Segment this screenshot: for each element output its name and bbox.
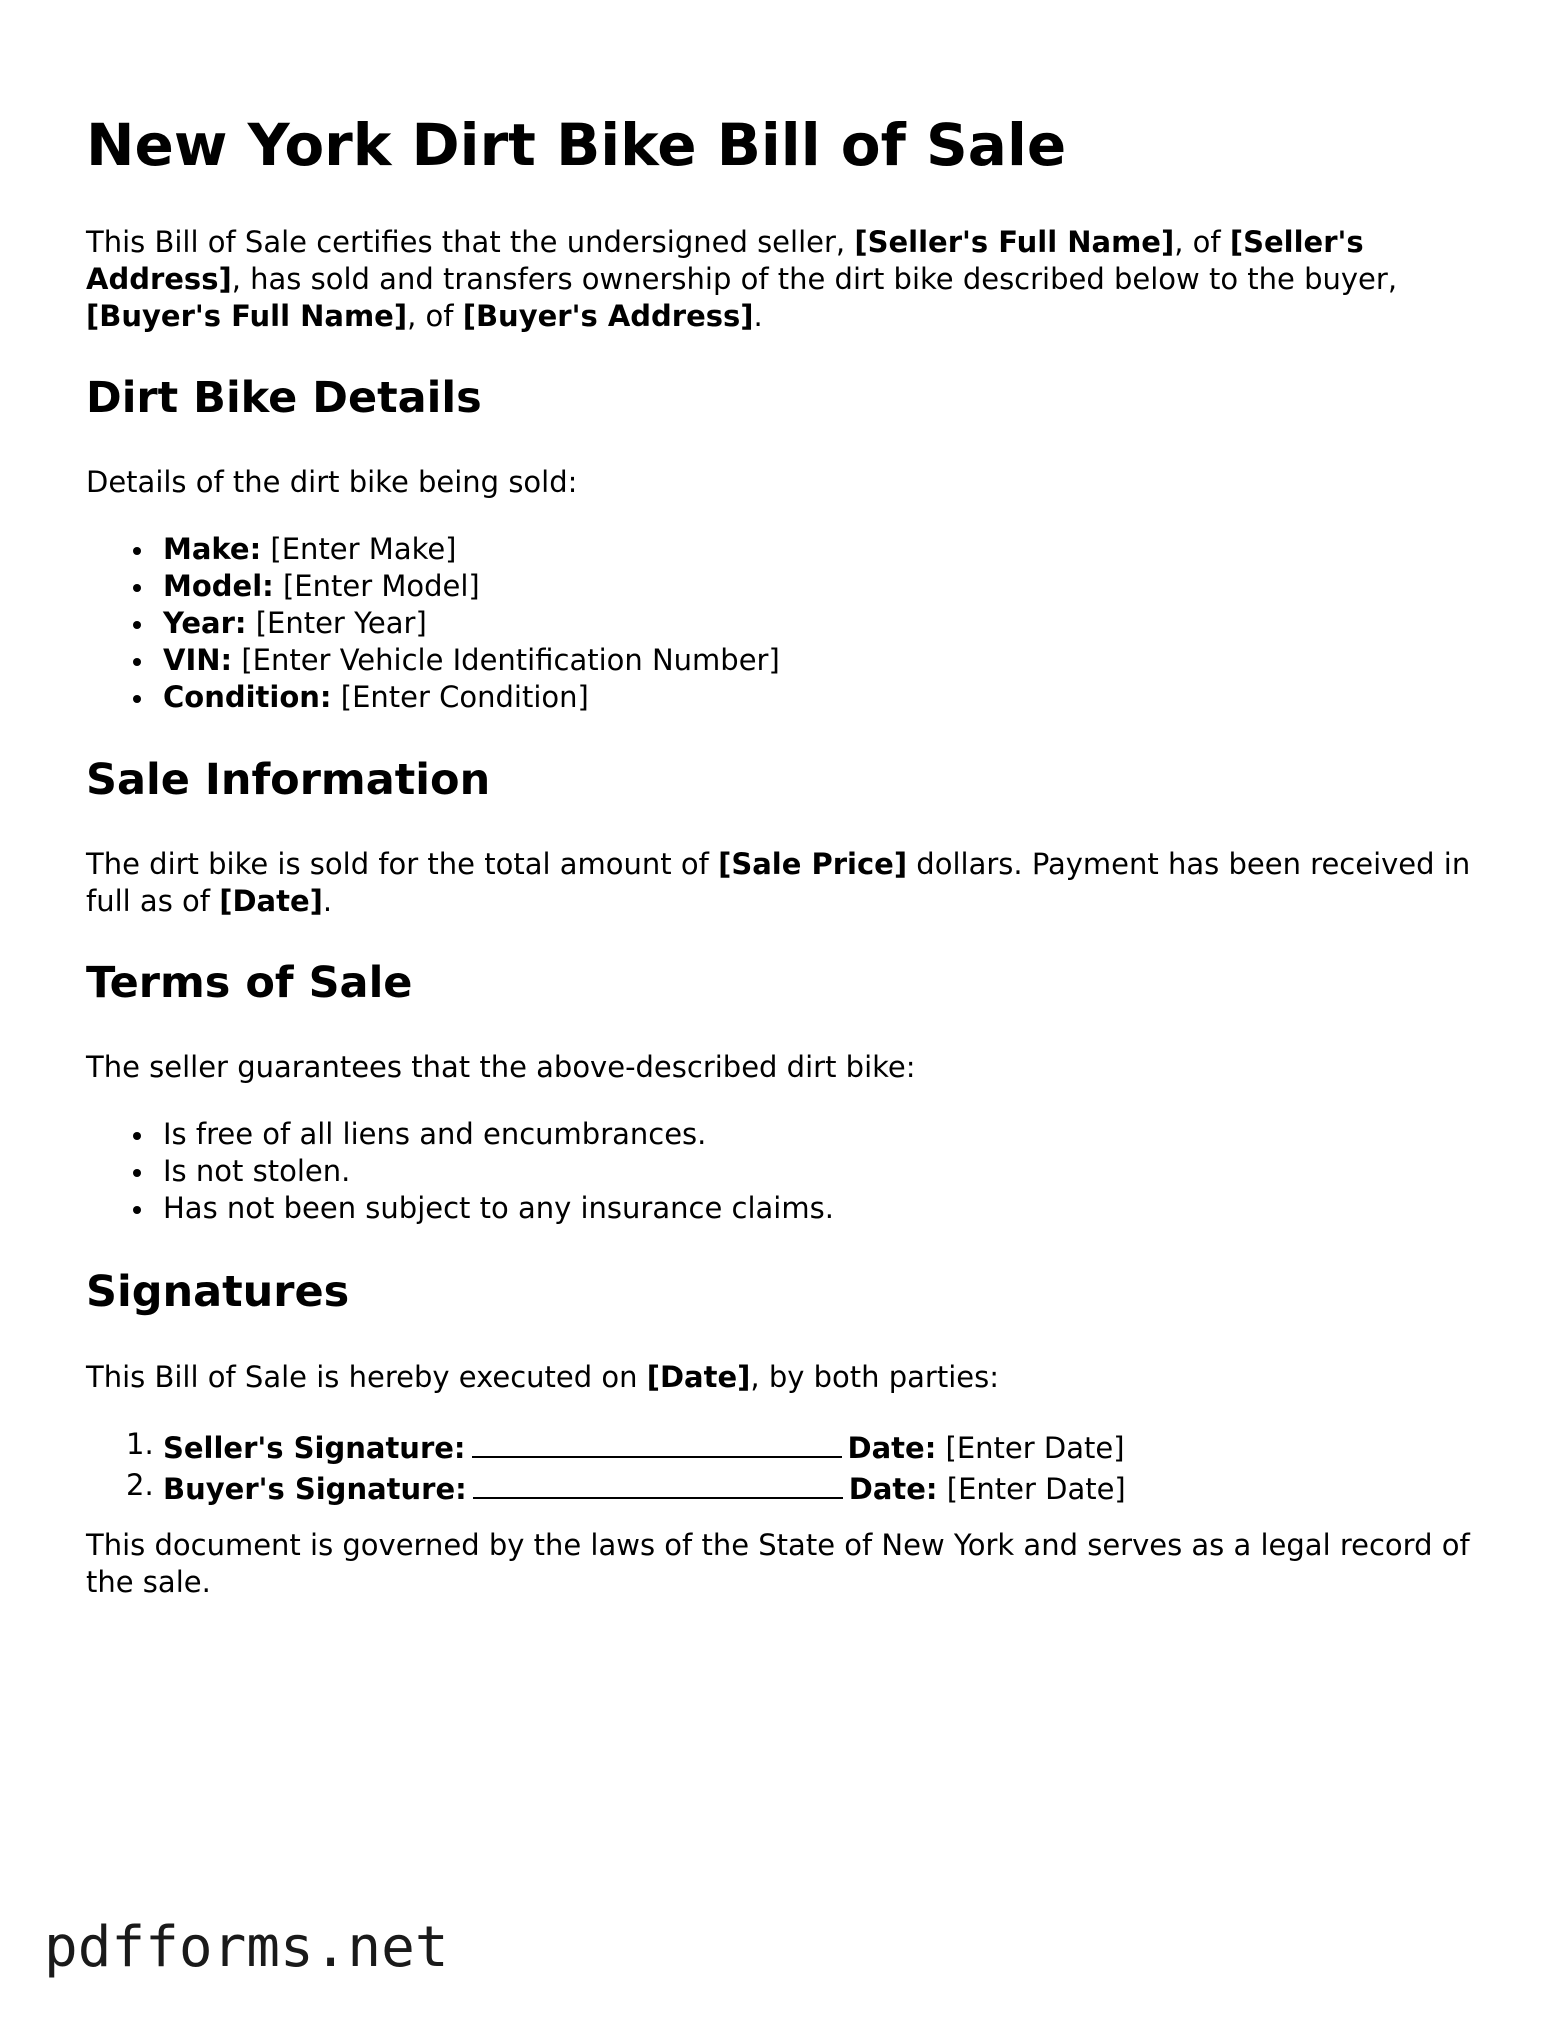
execution-date-placeholder: [Date] (646, 1360, 751, 1394)
sale-heading: Sale Information (86, 755, 491, 805)
sale-price-placeholder: [Sale Price] (718, 847, 908, 881)
list-item: Year: [Enter Year] (86, 605, 1486, 642)
seller-signature-row: 1. Seller's Signature: Date: [Enter Date] (126, 1427, 1125, 1465)
buyer-address-placeholder: [Buyer's Address] (462, 299, 754, 333)
buyer-name-placeholder: [Buyer's Full Name] (86, 299, 408, 333)
buyer-signature-line[interactable] (473, 1467, 843, 1499)
seller-date-field[interactable]: [Enter Date] (945, 1431, 1125, 1465)
list-item: Model: [Enter Model] (86, 568, 1486, 605)
list-item: Make: [Enter Make] (86, 531, 1486, 568)
details-lead: Details of the dirt bike being sold: (86, 465, 578, 499)
terms-heading: Terms of Sale (86, 958, 413, 1008)
sale-date-placeholder: [Date] (219, 884, 323, 918)
seller-name-placeholder: [Seller's Full Name] (854, 225, 1175, 259)
intro-paragraph: This Bill of Sale certifies that the undersigned seller, [Seller's Full Name], of [Seller's Address], has sold and transfers ownership of the dirt bike described below to the buyer, [Buyer's Full Name], of [Buyer's Address]. (86, 225, 1398, 333)
list-item: Is not stolen. (86, 1153, 1486, 1190)
signatures-lead: This Bill of Sale is hereby executed on [Date], by both parties: (86, 1360, 999, 1394)
buyer-date-field[interactable]: [Enter Date] (946, 1472, 1126, 1506)
list-item: Condition: [Enter Condition] (86, 679, 1486, 716)
document-title: New York Dirt Bike Bill of Sale (86, 111, 1067, 179)
list-item: VIN: [Enter Vehicle Identification Number] (86, 642, 1486, 679)
buyer-signature-row: 2. Buyer's Signature: Date: [Enter Date] (126, 1468, 1126, 1506)
details-list (86, 531, 1486, 716)
list-item: Has not been subject to any insurance claims. (86, 1190, 1486, 1227)
signatures-heading: Signatures (86, 1267, 350, 1317)
signatures-list (86, 1426, 1486, 1508)
terms-lead: The seller guarantees that the above-described dirt bike: (86, 1050, 916, 1084)
watermark-logo: pdfforms.net (44, 1915, 449, 1980)
terms-list (86, 1116, 1486, 1227)
sale-paragraph: The dirt bike is sold for the total amount of [Sale Price] dollars. Payment has been received in full as of [Date]. (86, 847, 1471, 918)
seller-address-placeholder: [Seller's Address] (86, 225, 1364, 296)
seller-signature-line[interactable] (472, 1426, 842, 1458)
governing-law-paragraph: This document is governed by the laws of the State of New York and serves as a legal record of the sale. (86, 1528, 1470, 1599)
details-heading: Dirt Bike Details (86, 373, 482, 423)
list-item: Is free of all liens and encumbrances. (86, 1116, 1486, 1153)
